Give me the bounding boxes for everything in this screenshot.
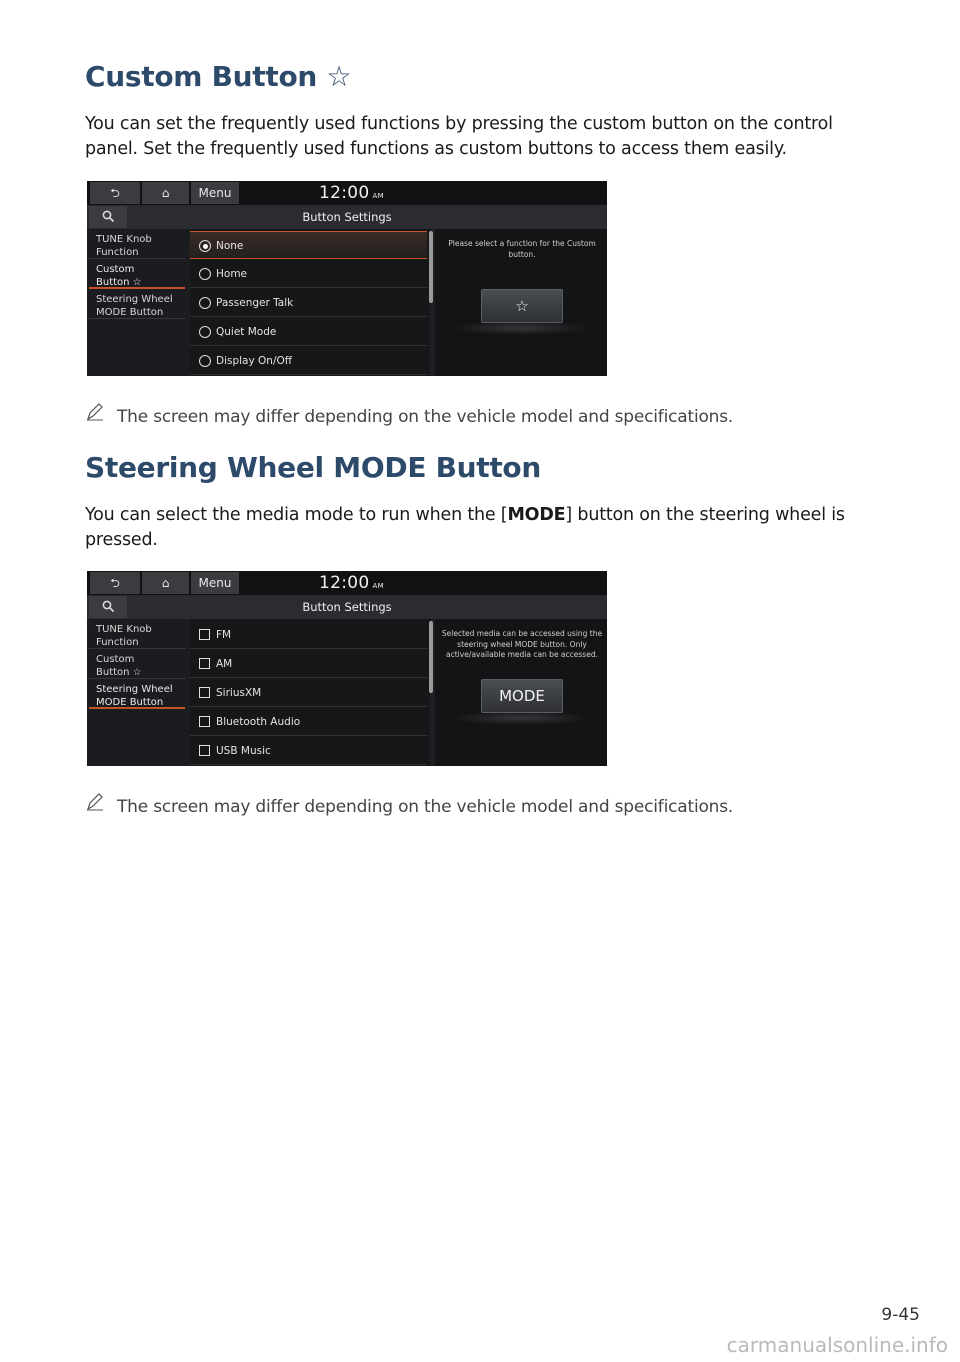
top-bar [87, 181, 607, 205]
radio-icon [199, 268, 211, 280]
note-text: The screen may differ depending on the vehicle model and specifications. [117, 797, 734, 817]
left-item-steering-wheel[interactable]: Steering Wheel MODE Button [89, 681, 185, 709]
list-item[interactable] [190, 260, 427, 288]
left-item-tune-knob[interactable]: TUNE Knob Function [89, 621, 185, 649]
checkbox-icon [199, 658, 210, 669]
info-panel [435, 619, 607, 766]
left-item-tune-knob[interactable]: TUNE Knob Function [89, 231, 185, 259]
note-steering-wheel [85, 792, 733, 817]
menu-button[interactable]: Menu [191, 572, 239, 594]
home-button[interactable] [142, 572, 189, 594]
search-button[interactable] [89, 206, 127, 228]
custom-button-preview[interactable] [481, 289, 563, 323]
note-custom-button [85, 402, 733, 427]
watermark: carmanualsonline.info [726, 1333, 948, 1357]
clock-ampm: AM [372, 582, 384, 590]
info-text: Please select a function for the Custom button. [448, 239, 596, 259]
option-list [190, 229, 430, 376]
menu-button[interactable]: Menu [191, 182, 239, 204]
star-icon: ☆ [515, 297, 529, 315]
search-icon [102, 210, 115, 223]
home-icon: ⌂ [161, 186, 170, 200]
checkbox-icon [199, 745, 210, 756]
left-menu [87, 619, 189, 766]
list-item[interactable] [190, 621, 427, 649]
home-icon: ⌂ [161, 576, 170, 590]
list-item[interactable] [190, 679, 427, 707]
option-label: Display On/Off [216, 355, 292, 367]
clock [319, 573, 384, 593]
checkbox-icon [199, 629, 210, 640]
page-number: 9-45 [881, 1305, 920, 1325]
home-button[interactable] [142, 182, 189, 204]
body-text-part: ] button on the steering wheel is pressed. [85, 505, 845, 550]
option-label: SiriusXM [216, 687, 262, 699]
section-heading-steering-wheel: Steering Wheel MODE Button [85, 451, 542, 484]
list-item[interactable] [190, 289, 427, 317]
clock-time: 12:00 [319, 183, 370, 203]
title-bar [87, 205, 607, 229]
mode-button-preview[interactable]: MODE [481, 679, 563, 713]
option-label: Passenger Talk [216, 297, 294, 309]
back-icon: ⮌ [110, 576, 120, 590]
scrollbar[interactable] [429, 621, 433, 693]
checkbox-icon [199, 687, 210, 698]
list-item[interactable] [190, 650, 427, 678]
mode-bold-text: MODE [507, 505, 566, 525]
back-icon: ⮌ [110, 186, 120, 200]
pencil-icon [85, 792, 107, 817]
screen-steering-wheel [87, 571, 607, 766]
button-glow [451, 321, 591, 335]
radio-selected-icon [199, 240, 211, 252]
screen-custom-button [87, 181, 607, 376]
option-label: Quiet Mode [216, 326, 277, 338]
scrollbar[interactable] [429, 231, 433, 303]
clock [319, 183, 384, 203]
checkbox-icon [199, 716, 210, 727]
screen-title: Button Settings [302, 600, 392, 614]
clock-time: 12:00 [319, 573, 370, 593]
clock-ampm: AM [372, 192, 384, 200]
screen-title: Button Settings [302, 210, 392, 224]
button-glow [451, 711, 591, 725]
list-item[interactable] [190, 347, 427, 375]
option-label: Home [216, 268, 248, 280]
option-label: AM [216, 658, 233, 670]
top-bar [87, 571, 607, 595]
left-menu [87, 229, 189, 376]
back-button[interactable] [90, 572, 140, 594]
body-text-part: You can select the media mode to run when the [ [85, 505, 508, 525]
radio-icon [199, 326, 211, 338]
search-button[interactable] [89, 596, 127, 618]
option-label: Bluetooth Audio [216, 716, 301, 728]
info-panel [435, 229, 607, 376]
list-item[interactable] [190, 708, 427, 736]
title-bar [87, 595, 607, 619]
section-body-steering-wheel [85, 503, 875, 553]
radio-icon [199, 355, 211, 367]
back-button[interactable] [90, 182, 140, 204]
section-body-custom-button: You can set the frequently used functions by pressing the custom button on the control panel. Set the frequently used functions as custom buttons to access them easily. [85, 114, 833, 159]
list-item[interactable] [190, 231, 427, 259]
radio-icon [199, 297, 211, 309]
left-item-steering-wheel[interactable]: Steering Wheel MODE Button [89, 291, 185, 319]
section-heading-custom-button: Custom Button ☆ [85, 60, 352, 93]
pencil-icon [85, 402, 107, 427]
list-item[interactable] [190, 737, 427, 765]
note-text: The screen may differ depending on the vehicle model and specifications. [117, 407, 734, 427]
info-text: Selected media can be accessed using the steering wheel MODE button. Only active/available media can be accessed. [441, 629, 603, 659]
search-icon [102, 600, 115, 613]
left-item-custom-button[interactable]: Custom Button ☆ [89, 651, 185, 679]
list-item[interactable] [190, 318, 427, 346]
left-item-custom-button[interactable]: Custom Button ☆ [89, 261, 185, 289]
option-list [190, 619, 430, 766]
option-label: FM [216, 629, 232, 641]
option-label: None [216, 240, 244, 252]
option-label: USB Music [216, 745, 271, 757]
